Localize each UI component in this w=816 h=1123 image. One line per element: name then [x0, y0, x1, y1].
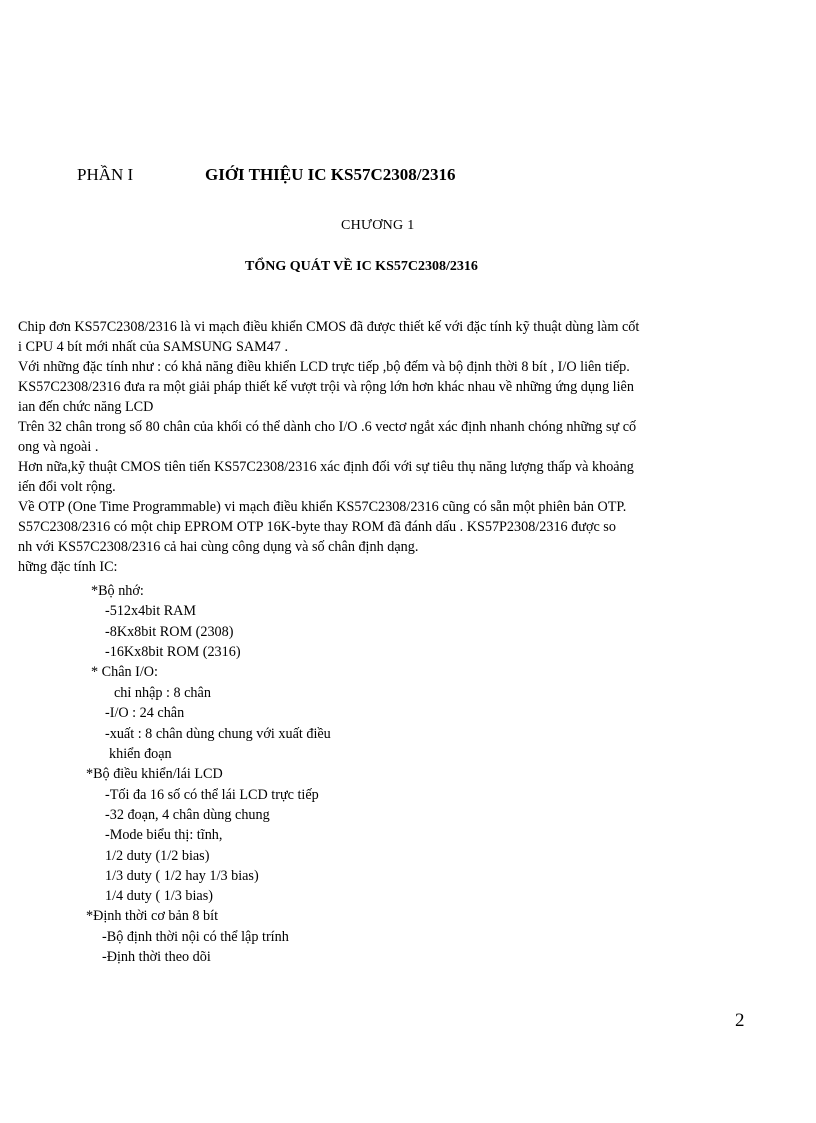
paragraph-line: KS57C2308/2316 đưa ra một giải pháp thiết kế vượt trội và rộng lớn hơn khác nhau về những ứng dụng liên — [18, 379, 634, 395]
feature-heading-io: * Chân I/O: — [91, 664, 158, 680]
feature-item: -Tối đa 16 số có thể lái LCD trực tiếp — [105, 787, 319, 803]
feature-item: -I/O : 24 chân — [105, 705, 185, 721]
paragraph-line: Chip đơn KS57C2308/2316 là vi mạch điều khiển CMOS đã được thiết kế với đặc tính kỹ thuật dùng làm cốt — [18, 319, 640, 335]
feature-item: -Bộ định thời nội có thể lập trính — [102, 929, 289, 945]
feature-item: khiển đoạn — [109, 746, 172, 762]
paragraph-line: S57C2308/2316 có một chip EPROM OTP 16K-byte thay ROM đã đánh dấu . KS57P2308/2316 được so — [18, 519, 616, 535]
feature-item: -512x4bit RAM — [105, 603, 197, 619]
paragraph-line: iến đổi volt rộng. — [18, 479, 116, 495]
feature-heading-memory: *Bộ nhớ: — [91, 583, 144, 599]
paragraph-line: nh với KS57C2308/2316 cả hai cùng công dụng và số chân định dạng. — [18, 539, 419, 555]
paragraph-line: ian đến chức năng LCD — [18, 399, 154, 415]
paragraph-line: Về OTP (One Time Programmable) vi mạch điều khiển KS57C2308/2316 cũng có sẵn một phiên bản OTP. — [18, 499, 627, 515]
part-label: PHẦN I — [77, 165, 134, 184]
feature-item: 1/2 duty (1/2 bias) — [105, 848, 210, 864]
paragraph-line: ong và ngoài . — [18, 439, 99, 455]
paragraph-line: i CPU 4 bít mới nhất của SAMSUNG SAM47 . — [18, 339, 288, 355]
paragraph-line: Với những đặc tính như : có khả năng điều khiển LCD trực tiếp ,bộ đếm và bộ định thời 8 bít , I/O liên tiếp. — [18, 359, 630, 375]
feature-item: -xuất : 8 chân dùng chung với xuất điều — [105, 726, 331, 742]
chapter-label: CHƯƠNG 1 — [341, 218, 415, 233]
feature-item: -32 đoạn, 4 chân dùng chung — [105, 807, 270, 823]
feature-heading-lcd: *Bộ điều khiển/lái LCD — [86, 766, 223, 782]
part-title: GIỚI THIỆU IC KS57C2308/2316 — [205, 165, 456, 184]
paragraph-line: Trên 32 chân trong số 80 chân của khối có thể dành cho I/O .6 vectơ ngắt xác định nhanh chóng những sự cố — [18, 419, 637, 435]
feature-item: chỉ nhập : 8 chân — [114, 685, 211, 701]
feature-item: -Định thời theo dõi — [102, 949, 211, 965]
page-number: 2 — [735, 1010, 745, 1031]
feature-heading-timer: *Định thời cơ bản 8 bít — [86, 908, 219, 924]
feature-item: -8Kx8bit ROM (2308) — [105, 624, 234, 640]
chapter-title: TỔNG QUÁT VỀ IC KS57C2308/2316 — [245, 259, 478, 274]
paragraph-line: Hơn nữa,kỹ thuật CMOS tiên tiến KS57C2308/2316 xác định đối với sự tiêu thụ năng lượng thấp và khoảng — [18, 459, 634, 475]
feature-item: -16Kx8bit ROM (2316) — [105, 644, 241, 660]
feature-item: 1/4 duty ( 1/3 bias) — [105, 888, 213, 904]
paragraph-line: hững đặc tính IC: — [18, 559, 118, 575]
feature-item: -Mode biểu thị: tĩnh, — [105, 827, 223, 843]
feature-item: 1/3 duty ( 1/2 hay 1/3 bias) — [105, 868, 259, 884]
